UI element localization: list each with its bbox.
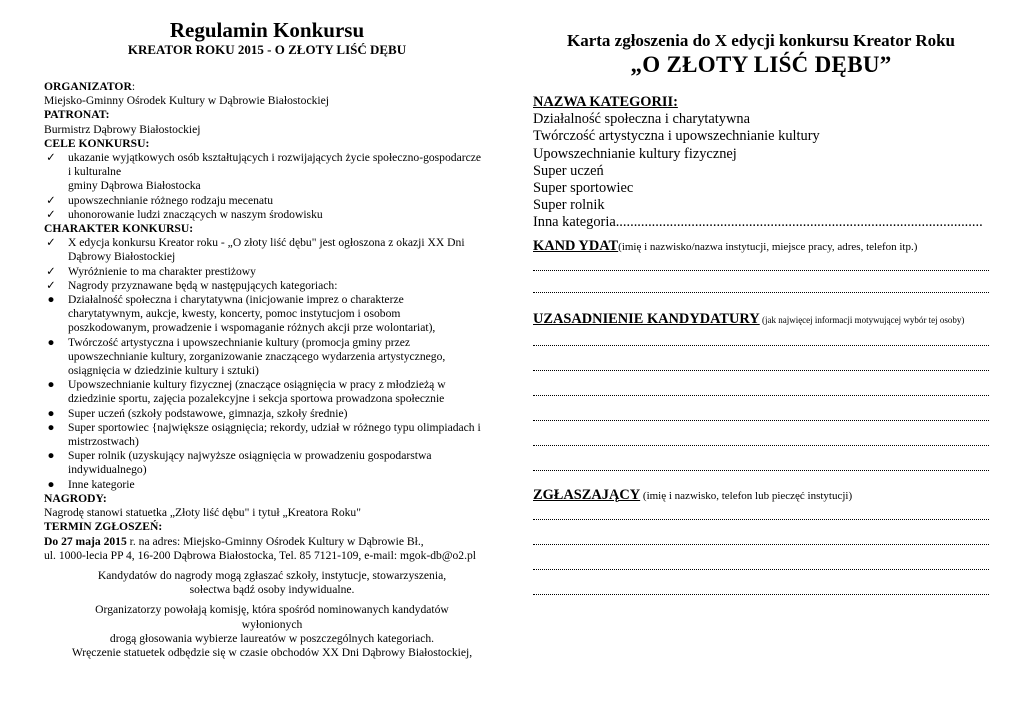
- list-item: [44, 236, 500, 264]
- list-item-text: osiągnięcia w dziedzinie kultury i sztuki): [68, 364, 259, 378]
- kategoria-option: Inna kategoria......................................................................................................: [533, 214, 983, 231]
- list-item: [44, 478, 500, 492]
- patronat-value: Burmistrz Dąbrowy Białostockiej: [44, 122, 201, 136]
- list-item-text: Wyróżnienie to ma charakter prestiżowy: [68, 264, 256, 278]
- list-item-text: upowszechnianie różnego rodzaju mecenatu: [68, 193, 274, 207]
- kategoria-heading: NAZWA KATEGORII:: [533, 94, 678, 110]
- kategoria-option: Super sportowiec: [533, 180, 634, 197]
- kategoria-option: Twórczość artystyczna i upowszechnianie kultury: [533, 128, 820, 145]
- kategoria-option: Działalność społeczna i charytatywna: [533, 111, 750, 128]
- list-item-text: upowszechnianie kultury, zorganizowanie znaczącego wydarzenia artystycznego,: [68, 349, 446, 363]
- list-item: [44, 279, 500, 293]
- list-item: [44, 208, 500, 222]
- list-item-text: indywidualnego): [68, 463, 147, 477]
- list-item-text: ukazanie wyjątkowych osób kształtujących i rozwijających życie społeczno-gospodarcze: [68, 151, 482, 165]
- checkmark-icon: ✓: [46, 151, 56, 165]
- list-item-text: uhonorowanie ludzi znaczących w naszym środowisku: [68, 207, 323, 221]
- regulamin-title: Regulamin Konkursu: [169, 18, 365, 42]
- zglaszajacy-entry-line[interactable]: [533, 594, 989, 595]
- list-item-text: Nagrody przyznawane będą w następujących kategoriach:: [68, 278, 338, 292]
- list-item-text: poszkodowanym, prowadzenie i wspomaganie różnych akcji prze wolontariat),: [68, 321, 436, 335]
- checkmark-icon: ✓: [46, 278, 56, 292]
- checkmark-icon: ✓: [46, 193, 56, 207]
- cele-heading: CELE KONKURSU:: [44, 136, 150, 150]
- list-item-text: charytatywnym, aukcje, kwesty, koncerty, pomoc instytucjom i osobom: [68, 307, 401, 321]
- list-item: [44, 407, 500, 421]
- patronat-heading: PATRONAT:: [44, 108, 110, 122]
- kategoria-option: Super rolnik: [533, 197, 605, 214]
- nagrody-heading: NAGRODY:: [44, 491, 107, 505]
- kategoria-option: Super uczeń: [533, 162, 604, 179]
- termin-line: Do 27 maja 2015 r. na adres: Miejsko-Gminny Ośrodek Kultury w Dąbrowie Bł.,: [44, 534, 424, 548]
- kandydat-heading: KAND YDAT(imię i nazwisko/nazwa instytucji, miejsce pracy, adres, telefon itp.): [533, 237, 918, 254]
- list-item-text: Super uczeń (szkoły podstawowe, gimnazja, szkoły średnie): [68, 406, 348, 420]
- karta-subtitle: „O ZŁOTY LIŚĆ DĘBU”: [630, 52, 892, 77]
- list-item-text: dziedzinie sportu, zajęcia pozalekcyjne i sekcja sportowa prowadzona społecznie: [68, 392, 445, 406]
- checkmark-icon: ✓: [46, 236, 56, 250]
- kategorie-list: [44, 293, 500, 492]
- list-item-text: Super rolnik (uzyskujący najwyższe osiągnięcia w prowadzeniu gospodarstwa: [68, 449, 432, 463]
- list-item: [44, 194, 500, 208]
- kategoria-list: [533, 111, 989, 231]
- paragraph-line: drogą głosowania wybierze laureatów w poszczególnych kategoriach.: [109, 631, 435, 645]
- kategoria-option: Upowszechnianie kultury fizycznej: [533, 145, 737, 162]
- list-item-text: Twórczość artystyczna i upowszechnianie kultury (promocja gminy przez: [68, 335, 411, 349]
- list-item-text: gminy Dąbrowa Białostocka: [68, 179, 201, 193]
- karta-column: [533, 30, 989, 595]
- paragraph-line: Wręczenie statuetek odbędzie się w czasie obchodów XX Dni Dąbrowy Białostockiej,: [71, 645, 473, 659]
- zglaszajacy-heading: ZGŁASZAJĄCY (imię i nazwisko, telefon lub pieczęć instytucji): [533, 487, 853, 504]
- regulamin-subtitle: KREATOR ROKU 2015 - O ZŁOTY LIŚĆ DĘBU: [127, 42, 407, 57]
- checkmark-icon: ✓: [46, 264, 56, 278]
- list-item: [44, 449, 500, 477]
- organizator-heading: ORGANIZATOR:: [44, 80, 136, 93]
- karta-title: Karta zgłoszenia do X edycji konkursu Kreator Roku: [566, 31, 956, 50]
- list-item-text: Dąbrowy Białostockiej: [68, 250, 176, 264]
- paragraph-line: Organizatorzy powołają komisję, która spośród nominowanych kandydatów wyłonionych: [95, 603, 449, 631]
- paragraph-line: sołectwa bądź osoby indywidualne.: [189, 583, 355, 597]
- termin-heading: TERMIN ZGŁOSZEŃ:: [44, 520, 163, 534]
- charakter-heading: CHARAKTER KONKURSU:: [44, 222, 194, 236]
- list-item: [44, 336, 500, 379]
- regulamin-column: [44, 18, 500, 660]
- kandydaci-paragraph: [44, 569, 500, 597]
- list-item: [44, 265, 500, 279]
- paragraph-line: Kandydatów do nagrody mogą zgłaszać szkoły, instytucje, stowarzyszenia,: [97, 568, 447, 582]
- termin-address: ul. 1000-lecia PP 4, 16-200 Dąbrowa Białostocka, Tel. 85 7121-109, e-mail: mgok-db@o2.pl: [44, 548, 477, 562]
- list-item: [44, 378, 500, 406]
- checkmark-icon: ✓: [46, 207, 56, 221]
- list-item-text: X edycja konkursu Kreator roku - „O złoty liść dębu" jest ogłoszona z okazji XX Dni: [68, 236, 465, 250]
- bullet-icon: ●: [47, 406, 55, 420]
- organizator-value: Miejsko-Gminny Ośrodek Kultury w Dąbrowie Białostockiej: [44, 94, 329, 108]
- list-item-text: Upowszechnianie kultury fizycznej (znaczące osiągnięcia w pracy z młodzieżą w: [68, 378, 446, 392]
- charakter-list: [44, 236, 500, 293]
- uzasadnienie-heading: UZASADNIENIE KANDYDATURY (jak najwięcej informacji motywującej wybór tej osoby): [533, 310, 965, 327]
- bullet-icon: ●: [47, 420, 55, 434]
- bullet-icon: ●: [47, 449, 55, 463]
- list-item-text: i kulturalne: [68, 165, 122, 179]
- list-item: [44, 293, 500, 336]
- cele-list: [44, 151, 500, 222]
- list-item: [44, 151, 500, 194]
- nagrody-value: Nagrodę stanowi statuetka „Złoty liść dębu" i tytuł „Kreatora Roku": [44, 506, 361, 520]
- list-item-text: Inne kategorie: [68, 477, 135, 491]
- bullet-icon: ●: [47, 378, 55, 392]
- bullet-icon: ●: [47, 335, 55, 349]
- list-item: [44, 421, 500, 449]
- list-item-text: Działalność społeczna i charytatywna (inicjowanie imprez o charakterze: [68, 293, 404, 307]
- organizatorzy-paragraph: [44, 603, 500, 660]
- list-item-text: mistrzostwach): [68, 435, 139, 449]
- bullet-icon: ●: [47, 477, 55, 491]
- bullet-icon: ●: [47, 293, 55, 307]
- list-item-text: Super sportowiec {największe osiągnięcia; rekordy, udział w różnego typu olimpiadach i: [68, 420, 481, 434]
